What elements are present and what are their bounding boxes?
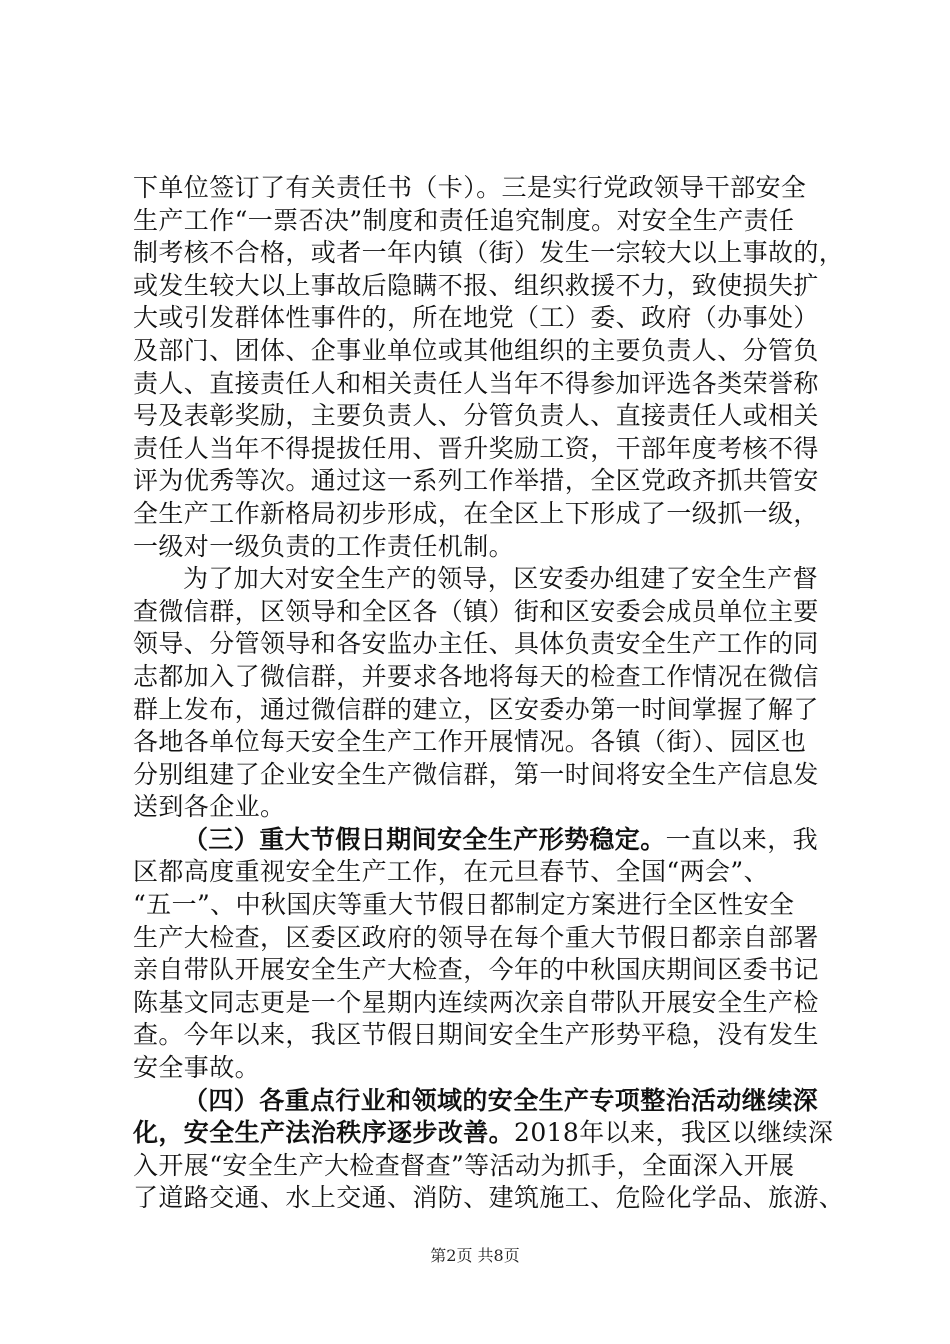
section-heading-4-continued: 化，安全生产法治秩序逐步改善。 [133, 1118, 515, 1148]
paragraph-2-line: 分别组建了企业安全生产微信群，第一时间将安全生产信息发 [133, 759, 819, 789]
paragraph-1-line: 大或引发群体性事件的，所在地党（工）委、政府（办事处） [133, 303, 819, 333]
paragraph-1-line: 一级对一级负责的工作责任机制。 [133, 531, 515, 561]
paragraph-3-line: 亲自带队开展安全生产大检查，今年的中秋国庆期间区委书记 [133, 955, 819, 985]
paragraph-1-line: 或发生较大以上事故后隐瞒不报、组织救援不力，致使损失扩 [133, 270, 819, 300]
paragraph-3-line: 区都高度重视安全生产工作，在元旦春节、全国“两会”、 [133, 857, 769, 887]
section-heading-3: （三）重大节假日期间安全生产形势稳定。 [183, 824, 666, 854]
paragraph-4-line: 了道路交通、水上交通、消防、建筑施工、危险化学品、旅游、 [133, 1183, 845, 1213]
paragraph-4-second-line [133, 1117, 833, 1150]
paragraph-1-line: 责人、直接责任人和相关责任人当年不得参加评选各类荣誉称 [133, 368, 819, 398]
paragraph-1-line: 评为优秀等次。通过这一系列工作举措，全区党政齐抓共管安 [133, 466, 819, 496]
paragraph-1-line: 制考核不合格，或者一年内镇（街）发生一宗较大以上事故的， [133, 238, 845, 268]
paragraph-2-line: 各地各单位每天安全生产工作开展情况。各镇（街）、园区也 [133, 727, 807, 757]
paragraph-2-line: 群上发布，通过微信群的建立，区安委办第一时间掌握了解了 [133, 694, 819, 724]
paragraph-3-line: 安全事故。 [133, 1053, 261, 1083]
paragraph-3-line: 陈基文同志更是一个星期内连续两次亲自带队开展安全生产检 [133, 987, 819, 1017]
paragraph-1-line: 全生产工作新格局初步形成，在全区上下形成了一级抓一级， [133, 498, 819, 528]
section-heading-4: （四）各重点行业和领域的安全生产专项整治活动继续深 [183, 1085, 819, 1115]
paragraph-2-line: 领导、分管领导和各安监办主任、具体负责安全生产工作的同 [133, 629, 819, 659]
paragraph-3-line: 查。今年以来，我区节假日期间安全生产形势平稳，没有发生 [133, 1020, 819, 1050]
paragraph-3-line: 生产大检查，区委区政府的领导在每个重大节假日都亲自部署 [133, 922, 819, 952]
paragraph-1-line: 及部门、团体、企事业单位或其他组织的主要负责人、分管负 [133, 335, 819, 365]
paragraph-3-line: “五一”、中秋国庆等重大节假日都制定方案进行全区性安全 [133, 890, 795, 920]
document-body [133, 172, 845, 1215]
paragraph-3-text: 一直以来，我 [665, 824, 819, 854]
paragraph-3-first-line [133, 824, 833, 857]
paragraph-2-line: 为了加大对安全生产的领导，区安委办组建了安全生产督 [183, 564, 819, 594]
paragraph-1-line: 生产工作“一票否决”制度和责任追究制度。对安全生产责任 [133, 205, 795, 235]
paragraph-4-text: 2018年以来，我区以继续深 [514, 1118, 834, 1148]
paragraph-2-line: 查微信群，区领导和全区各（镇）街和区安委会成员单位主要 [133, 596, 819, 626]
paragraph-4-line: 入开展“安全生产大检查督查”等活动为抓手，全面深入开展 [133, 1150, 795, 1180]
page-number: 第2页 共8页 [430, 1246, 520, 1265]
paragraph-1-line: 下单位签订了有关责任书（卡）。三是实行党政领导干部安全 [133, 173, 807, 202]
paragraph-2-line: 送到各企业。 [133, 792, 286, 822]
paragraph-2-line: 志都加入了微信群，并要求各地将每天的检查工作情况在微信 [133, 661, 819, 691]
paragraph-1-line: 号及表彰奖励，主要负责人、分管负责人、直接责任人或相关 [133, 401, 819, 431]
paragraph-1-line: 责任人当年不得提拔任用、晋升奖励工资，干部年度考核不得 [133, 433, 819, 463]
